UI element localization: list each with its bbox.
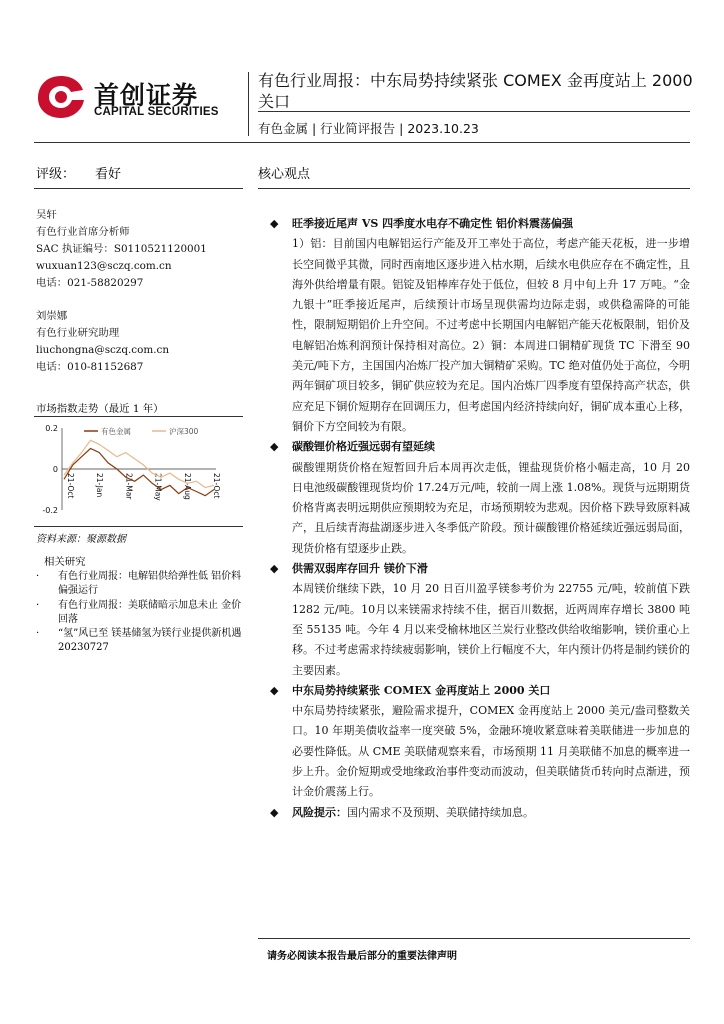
analyst-email[interactable]: liuchongna@sczq.com.cn [36, 344, 170, 356]
diamond-bullet-icon: ◆ [270, 805, 279, 819]
related-research-item[interactable]: · 有色行业周报：电解铝供给弹性低 铝价料偏强运行 [36, 571, 242, 597]
legend-label: 有色金属 [101, 427, 131, 436]
header-divider [248, 72, 249, 136]
title-rule [258, 111, 690, 112]
chart-title: 市场指数走势（最近 1 年） [36, 403, 164, 415]
x-tick-label: 21-Oct [66, 473, 75, 499]
legal-disclaimer-footer: 请务必阅读本报告最后部分的重要法律声明 [267, 951, 457, 962]
y-tick-label: 0 [52, 465, 58, 474]
analyst-name: 吴轩 [36, 209, 57, 221]
y-tick-label: 0.2 [45, 424, 58, 433]
diamond-bullet-icon: ◆ [270, 440, 279, 454]
right-rule [258, 188, 690, 189]
rating-value: 看好 [95, 167, 122, 182]
section-paragraph: 中东局势持续紧张，避险需求提升，COMEX 金再度站上 2000 美元/盎司整数关口。10 年期美债收益率一度突破 5%，金融环境收紧意味着美联储进一步加息的必要性降低。从 CME 美联储观察来看，市场预期 11 月美联储不加息的概率进一步上升。金价短期或受地缘政治事件变动而波动，但美联储货币转向时点渐进，预计金价震荡上行。 [292, 704, 690, 799]
x-tick-label: 21-May [153, 473, 163, 501]
chart-bottom-rule [34, 526, 243, 527]
section-heading: ◆ 碳酸锂价格近强远弱有望延续 [258, 437, 690, 457]
section-paragraph: 1）铝：目前国内电解铝运行产能及开工率处于高位，考虑产能天花板，进一步增长空间微乎其微，同时西南地区逐步进入枯水期，后续水电供应存在不确定性，且海外供给增量有限。铝锭及铝棒库存处于低位，但较 8 月中旬上升 17 万吨。“金九银十”旺季接近尾声，后续预计市场呈现供需均边际走弱，或供稳需降的可能性，限制短期铝价上升空间。不过考虑中长期国内电解铝产能天花板限制，铝价及电解铝冶炼利润预计保持相对高位。2）铜：本周进口铜精矿现货 TC 下滑至 90 美元/吨下方，主国国内冶炼厂投产加大铜精矿采购。TC 绝对值仍处于高位，今明两年铜矿项目较多，铜矿供应较为充足。国内冶炼厂四季度有望保持高产状态，供应充足下铜价短期存在回调压力，但考虑国内经济持续向好，铜矿成本重心上移，铜价下方空间较为有限。 [292, 237, 690, 433]
x-tick-label: 21-Jan [95, 473, 105, 498]
report-subtitle: 有色金属 | 行业简评报告 | 2023.10.23 [258, 121, 479, 136]
related-research-title: 相关研究 [44, 556, 86, 568]
bullet-icon: · [36, 571, 40, 582]
bullet-icon: · [36, 599, 40, 611]
analyst-phone: 电话：021-58820297 [36, 277, 144, 289]
x-tick-label: 21-Aug [182, 473, 192, 500]
core-views-body [258, 214, 690, 823]
analyst-role: 有色行业首席分析师 [36, 226, 130, 238]
diamond-bullet-icon: ◆ [270, 683, 279, 697]
header-rule [34, 142, 690, 143]
related-research-item[interactable]: · 有色行业周报：美联储暗示加息未止 金价回落 [36, 599, 242, 625]
rating-label: 评级： [36, 167, 76, 182]
logo-english-text: CAPITAL SECURITIES [94, 106, 219, 118]
analyst-info [36, 207, 246, 392]
section-paragraph: 碳酸锂期货价格在短暂回升后本周再次走低，锂盐现货价格小幅走高，10 月 20 日电池级碳酸锂现货均价 17.24万元/吨，较前一周上涨 1.08%。现货与远期期货价格背离表明远期供应预期较为充足，市场预期较为悲观。因价格下跌导致原料减产，且后续青海盐湖逐步进入冬季低产阶段。预计碳酸锂价格延续近强远弱局面，现货价格有望逐步止跌。 [292, 460, 690, 555]
left-rule [34, 188, 243, 189]
x-tick-label: 21-Mar [124, 473, 134, 500]
analyst-role: 有色行业研究助理 [36, 327, 120, 339]
section-heading: ◆ 旺季接近尾声 VS 四季度水电存不确定性 铝价料震荡偏强 [258, 214, 690, 234]
logo-mark-icon [36, 74, 86, 120]
core-views-title: 核心观点 [258, 167, 311, 182]
company-logo [36, 74, 236, 124]
risk-text: 国内需求不及预期、美联储持续加息。 [347, 805, 534, 819]
analyst-card [36, 207, 246, 292]
report-title: 有色行业周报：中东局势持续紧张 COMEX 金再度站上 2000 关口 [258, 71, 693, 111]
y-tick-label: -0.2 [42, 506, 58, 515]
chart-source: 资料来源：聚源数据 [36, 534, 126, 545]
logo-chinese-text: 首创证券 [94, 81, 199, 110]
analyst-email[interactable]: wuxuan123@sczq.com.cn [36, 260, 172, 272]
legend-label: 沪深300 [169, 427, 199, 436]
related-research-list [36, 570, 248, 656]
section-heading: ◆ 供需双弱库存回升 镁价下滑 [258, 559, 690, 579]
diamond-bullet-icon: ◆ [270, 217, 279, 230]
bullet-icon: · [36, 628, 40, 640]
analyst-phone: 电话：010-81152687 [36, 361, 144, 373]
market-index-chart [34, 418, 246, 524]
section-paragraph: 本周镁价继续下跌，10 月 20 日百川盈孚镁参考价为 22755 元/吨，较前值下跌 1282 元/吨。10月以来镁需求持续不佳，据百川数据，近两周库存增长 3800 吨至 55135 吨。今年 4 月以来受榆林地区兰炭行业整改供给收缩影响，镁价重心上移。不过考虑需求持续疲弱影响，镁价上行幅度不大，年内预计仍将是制约镁价的主要因素。 [292, 582, 690, 677]
x-tick-label: 21-Oct [212, 473, 221, 499]
analyst-name: 刘崇娜 [36, 310, 68, 322]
footer-rule [258, 938, 690, 939]
diamond-bullet-icon: ◆ [270, 562, 279, 576]
related-research-item[interactable]: · “氢”风已至 镁基储氢为镁行业提供新机遇 20230727 [36, 628, 242, 654]
risk-warning [258, 803, 690, 823]
chart-top-rule [34, 416, 243, 417]
rating [36, 163, 121, 182]
section-heading: ◆ 中东局势持续紧张 COMEX 金再度站上 2000 关口 [258, 681, 690, 701]
analyst-license: SAC 执证编号：S0110521120001 [36, 243, 207, 255]
analyst-card [36, 308, 246, 376]
risk-label: 风险提示： [292, 805, 347, 819]
